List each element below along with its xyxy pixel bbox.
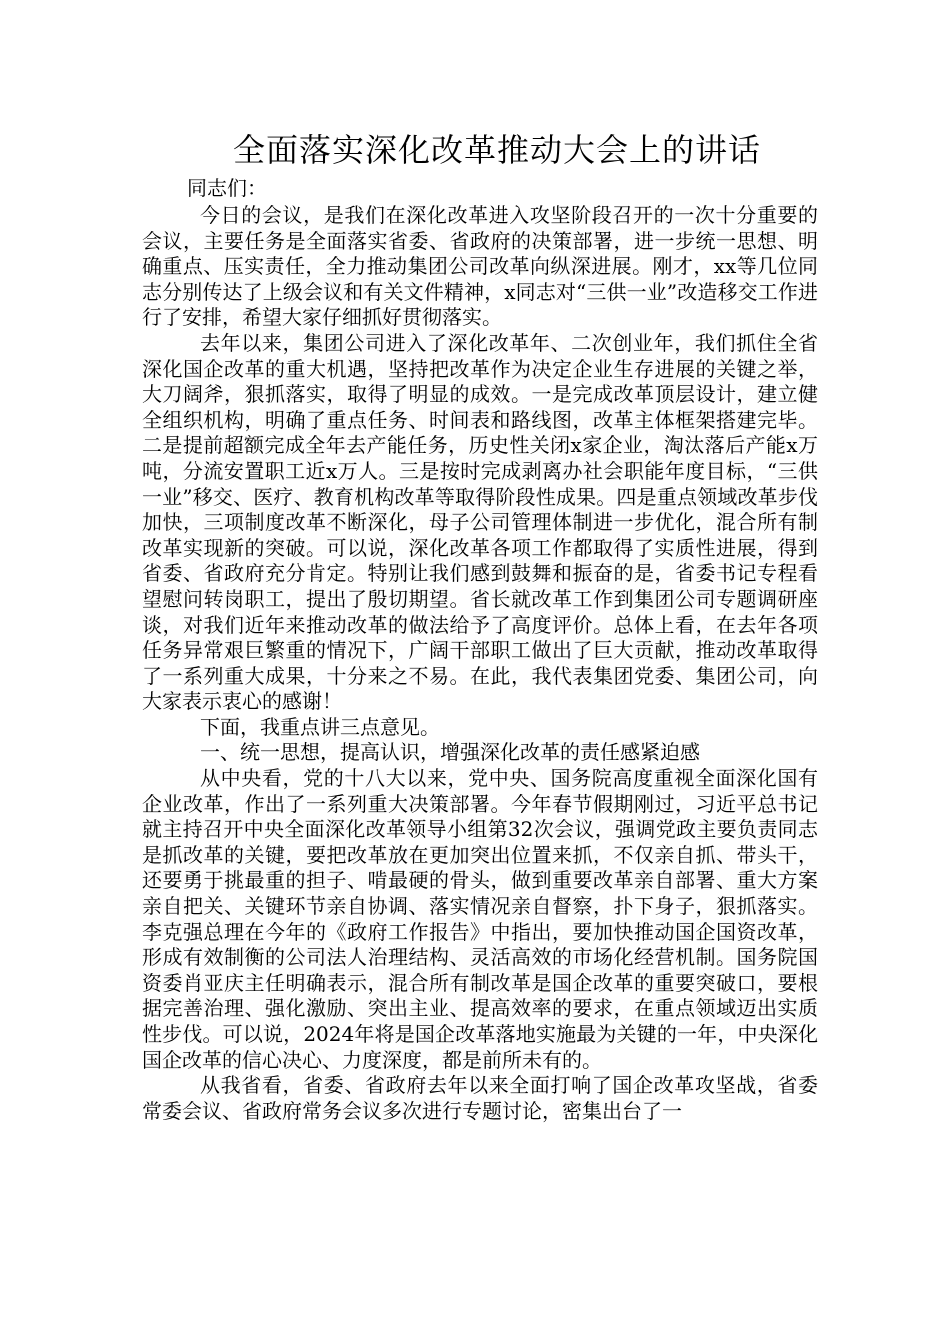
paragraph-transition: 下面，我重点讲三点意见。 [200,714,440,739]
paragraph-provincial: 从我省看，省委、省政府去年以来全面打响了国企改革攻坚战，省委常委会议、省政府常务会议多次进行专题讨论，密集出台了一 [142,1073,818,1123]
paragraph-central: 从中央看，党的十八大以来，党中央、国务院高度重视全面深化国有企业改革，作出了一系列重大决策部署。今年春节假期刚过，习近平总书记就主持召开中央全面深化改革领导小组第32次会议，强调党政主要负责同志是抓改革的关键，要把改革放在更加突出位置来抓，不仅亲自抓、带头干，还要勇于挑最重的担子、啃最硬的骨头，做到重要改革亲自部署、重大方案亲自把关、关键环节亲自协调、落实情况亲自督察，扑下身子，狠抓落实。李克强总理在今年的《政府工作报告》中指出，要加快推动国企国资改革，形成有效制衡的公司法人治理结构、灵活高效的市场化经营机制。国务院国资委肖亚庆主任明确表示，混合所有制改革是国企改革的重要突破口，要根据完善治理、强化激励、突出主业、提高效率的要求，在重点领域迈出实质性步伐。可以说，2024年将是国企改革落地实施最为关键的一年，中央深化国企改革的信心决心、力度深度，都是前所未有的。 [142,766,818,1072]
paragraph-opening: 今日的会议，是我们在深化改革进入攻坚阶段召开的一次十分重要的会议，主要任务是全面落实省委、省政府的决策部署，进一步统一思想、明确重点、压实责任，全力推动集团公司改革向纵深进展。刚才，xx等几位同志分别传达了上级会议和有关文件精神，x同志对“三供一业”改造移交工作进行了安排，希望大家仔细抓好贯彻落实。 [142,203,818,330]
section-heading-1: 一、统一思想，提高认识，增强深化改革的责任感紧迫感 [200,740,700,765]
salutation: 同志们： [187,176,267,200]
paragraph-achievements: 去年以来，集团公司进入了深化改革年、二次创业年，我们抓住全省深化国企改革的重大机遇，坚持把改革作为决定企业生存进展的关键之举，大刀阔斧，狠抓落实，取得了明显的成效。一是完成改革顶层设计，建立健全组织机构，明确了重点任务、时间表和路线图，改革主体框架搭建完毕。二是提前超额完成全年去产能任务，历史性关闭x家企业，淘汰落后产能x万吨，分流安置职工近x万人。三是按时完成剥离办社会职能年度目标，“三供一业”移交、医疗、教育机构改革等取得阶段性成果。四是重点领域改革步伐加快，三项制度改革不断深化，母子公司管理体制进一步优化，混合所有制改革实现新的突破。可以说，深化改革各项工作都取得了实质性进展，得到省委、省政府充分肯定。特别让我们感到鼓舞和振奋的是，省委书记专程看望慰问转岗职工，提出了殷切期望。省长就改革工作到集团公司专题调研座谈，对我们近年来推动改革的做法给予了高度评价。总体上看，在去年各项任务异常艰巨繁重的情况下，广阔干部职工做出了巨大贡献，推动改革取得了一系列重大成果，十分来之不易。在此，我代表集团党委、集团公司，向大家表示衷心的感谢！ [142,330,818,714]
document-page [142,128,818,1124]
document-title: 全面落实深化改革推动大会上的讲话 [232,131,761,169]
